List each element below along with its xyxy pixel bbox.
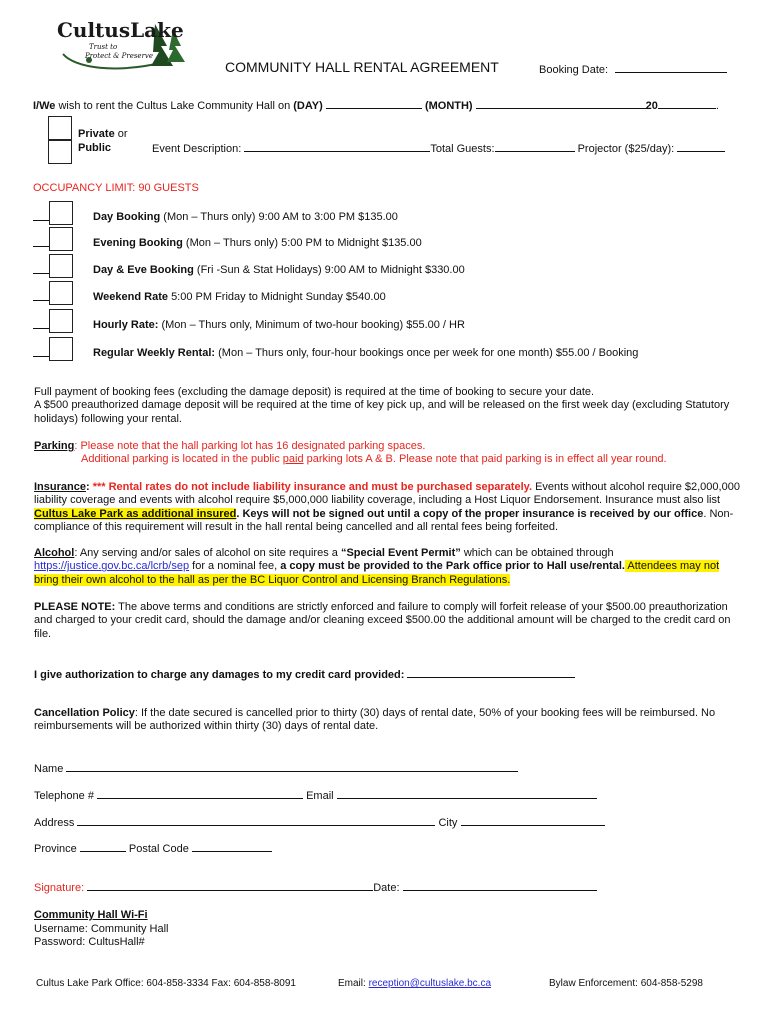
address-label: Address bbox=[34, 817, 75, 829]
name-label: Name bbox=[34, 763, 64, 775]
insurance-sep: : bbox=[85, 481, 90, 493]
event-description-field[interactable] bbox=[244, 142, 430, 152]
footer-email-link[interactable]: reception@cultuslake.bc.ca bbox=[368, 978, 492, 989]
wifi-password: Password: CultusHall# bbox=[34, 936, 145, 948]
rate-name: Hourly Rate: bbox=[93, 319, 159, 331]
event-row bbox=[152, 142, 725, 155]
cancellation-label: Cancellation Policy bbox=[34, 707, 135, 719]
insurance-text-1: Events without alcohol require $2,000,000 liability coverage and events with alcohol require $5,000,000 liability coverage, including a Host Liquor Endorsement. Insurance must also list bbox=[34, 481, 740, 507]
wifi-title: Community Hall Wi-Fi bbox=[34, 909, 148, 921]
parking-text-1: : Please note that the hall parking lot has 16 designated parking spaces. bbox=[74, 440, 426, 452]
alcohol-text-1: : Any serving and/or sales of alcohol on site requires a bbox=[74, 547, 341, 559]
insurance-text-2: . Non-compliance of this requirement will result in the hall rental being cancelled and all rental fees being forfeited. bbox=[34, 507, 734, 534]
footer-email bbox=[338, 978, 491, 989]
telephone-field[interactable] bbox=[97, 789, 303, 799]
projector-field[interactable] bbox=[677, 142, 725, 152]
telephone-email-row bbox=[34, 789, 597, 802]
total-guests-label: Total Guests: bbox=[430, 143, 495, 155]
alcohol-highlight: Attendees may not bring their own alcohol to the hall as per the BC Liquor Control and Licensing Branch Regulations. bbox=[34, 560, 720, 586]
logo-tagline-1: Trust to bbox=[89, 43, 118, 51]
public-label: Public bbox=[78, 142, 112, 154]
private-checkbox[interactable] bbox=[48, 116, 72, 140]
insurance-bold: . Keys will not be signed out until a copy of the proper insurance is received by our office bbox=[236, 507, 704, 520]
alcohol-permit: “Special Event Permit” bbox=[340, 547, 461, 559]
email-label: Email bbox=[306, 790, 334, 802]
insurance-warning: *** Rental rates do not include liability insurance and must be purchased separately. bbox=[89, 481, 533, 493]
rate-row[interactable] bbox=[33, 309, 753, 333]
rate-row[interactable] bbox=[33, 337, 753, 361]
signature-row bbox=[34, 881, 597, 894]
rate-row[interactable] bbox=[33, 201, 753, 225]
parking-text-2b: parking lots A & B. Please note that paid parking is in effect all year round. bbox=[303, 453, 667, 466]
rent-line-end: . bbox=[715, 100, 719, 112]
private-label: Private bbox=[78, 128, 115, 140]
logo-tagline-2: Protect & Preserve bbox=[85, 52, 154, 60]
payment-line-1: Full payment of booking fees (excluding the damage deposit) is required at the time of booking to secure your date. bbox=[34, 386, 595, 398]
rent-text: wish to rent the Cultus Lake Community Hall on bbox=[58, 100, 291, 112]
total-guests-field[interactable] bbox=[495, 142, 575, 152]
parking-label: Parking bbox=[34, 440, 75, 452]
signature-label: Signature: bbox=[34, 882, 85, 894]
telephone-label: Telephone # bbox=[34, 790, 94, 802]
rate-detail: (Mon – Thurs only) 9:00 AM to 3:00 PM $135.00 bbox=[163, 211, 398, 223]
rent-line bbox=[33, 99, 719, 112]
city-field[interactable] bbox=[461, 816, 605, 826]
rate-checkbox[interactable] bbox=[49, 309, 73, 333]
address-field[interactable] bbox=[77, 816, 435, 826]
please-note-text: The above terms and conditions are strictly enforced and failure to comply will forfeit release of your $500.00 preauthorization and charged to your credit card, should the damage and/or cleaning exceed $500.00 the additional amount will be charged to the credit card on file. bbox=[34, 601, 731, 640]
name-row bbox=[34, 762, 518, 775]
year-field[interactable] bbox=[658, 99, 716, 109]
city-label: City bbox=[438, 817, 458, 829]
please-note-label: PLEASE NOTE: bbox=[34, 601, 116, 613]
page-title: COMMUNITY HALL RENTAL AGREEMENT bbox=[225, 59, 499, 75]
booking-date-field[interactable] bbox=[539, 63, 727, 76]
rate-name: Evening Booking bbox=[93, 237, 183, 249]
rate-row[interactable] bbox=[33, 254, 753, 278]
rate-checkbox[interactable] bbox=[49, 254, 73, 278]
parking-text-2a: Additional parking is located in the public bbox=[81, 453, 283, 466]
insurance-label: Insurance bbox=[34, 481, 86, 493]
rate-detail: (Fri -Sun & Stat Holidays) 9:00 AM to Midnight $330.00 bbox=[196, 264, 465, 276]
booking-date-line[interactable] bbox=[615, 63, 727, 73]
rate-checkbox[interactable] bbox=[49, 337, 73, 361]
alcohol-bold: a copy must be provided to the Park office prior to Hall use/rental. bbox=[280, 560, 625, 573]
authorization-row bbox=[34, 668, 575, 681]
signature-field[interactable] bbox=[87, 881, 373, 891]
public-checkbox[interactable] bbox=[48, 140, 72, 164]
rate-detail: (Mon – Thurs only, Minimum of two-hour booking) $55.00 / HR bbox=[161, 319, 465, 331]
rate-name: Weekend Rate bbox=[93, 291, 168, 303]
signature-date-field[interactable] bbox=[403, 881, 597, 891]
iwe-label: I/We bbox=[33, 100, 56, 112]
rate-checkbox[interactable] bbox=[49, 201, 73, 225]
rate-name: Day & Eve Booking bbox=[93, 264, 194, 276]
or-label: or bbox=[117, 128, 128, 140]
month-field[interactable] bbox=[476, 99, 646, 109]
insurance-highlight: Cultus Lake Park as additional insured bbox=[34, 507, 237, 520]
year-label: 20 bbox=[645, 100, 658, 112]
cancellation-section bbox=[34, 707, 746, 734]
month-label: (MONTH) bbox=[424, 100, 473, 112]
footer-office: Cultus Lake Park Office: 604-858-3334 Fax: 604-858-8091 bbox=[36, 978, 296, 989]
booking-date-label: Booking Date: bbox=[539, 64, 609, 76]
footer-email-label: Email: bbox=[338, 978, 366, 989]
rate-checkbox[interactable] bbox=[49, 227, 73, 251]
signature-date-label: Date: bbox=[373, 882, 400, 894]
rate-row[interactable] bbox=[33, 281, 753, 305]
day-label: (DAY) bbox=[293, 100, 323, 112]
parking-paid: paid bbox=[282, 453, 304, 466]
alcohol-label: Alcohol bbox=[34, 547, 75, 559]
payment-terms bbox=[34, 386, 746, 426]
wifi-username: Username: Community Hall bbox=[34, 922, 169, 935]
rate-row[interactable] bbox=[33, 227, 753, 251]
province-field[interactable] bbox=[80, 842, 126, 852]
rate-name: Regular Weekly Rental: bbox=[93, 347, 216, 359]
payment-line-2: A $500 preauthorized damage deposit will be required at the time of key pick up, and will be released on the first week day (excluding Statutory holidays) following your rental. bbox=[34, 399, 730, 425]
cancellation-text: : If the date secured is cancelled prior to thirty (30) days of rental date, 50% of your booking fees will be reimbursed. No reimbursements will be authorized within thirty (30) days of rental date. bbox=[34, 707, 716, 733]
rate-checkbox[interactable] bbox=[49, 281, 73, 305]
logo bbox=[55, 16, 195, 76]
rate-name: Day Booking bbox=[93, 211, 161, 223]
alcohol-section bbox=[34, 547, 746, 587]
postal-code-label: Postal Code bbox=[128, 843, 189, 855]
postal-code-field[interactable] bbox=[192, 842, 272, 852]
event-description-label: Event Description: bbox=[152, 143, 242, 155]
please-note-section bbox=[34, 601, 746, 641]
name-field[interactable] bbox=[66, 762, 518, 772]
insurance-text bbox=[34, 481, 746, 535]
occupancy-limit: OCCUPANCY LIMIT: 90 GUESTS bbox=[33, 182, 199, 194]
alcohol-link[interactable]: https://justice.gov.bc.ca/lcrb/sep bbox=[34, 560, 190, 573]
province-postal-row bbox=[34, 842, 272, 855]
alcohol-text-2: which can be obtained through bbox=[460, 547, 614, 559]
projector-label: Projector ($25/day): bbox=[577, 143, 675, 155]
logo-wordmark: CultusLake bbox=[57, 18, 184, 42]
wifi-section bbox=[34, 909, 168, 950]
rate-detail: (Mon – Thurs only) 5:00 PM to Midnight $135.00 bbox=[185, 237, 422, 249]
address-city-row bbox=[34, 816, 605, 829]
rate-detail: 5:00 PM Friday to Midnight Sunday $540.00 bbox=[171, 291, 386, 303]
insurance-section bbox=[34, 453, 746, 466]
province-label: Province bbox=[34, 843, 77, 855]
alcohol-text-3: for a nominal fee, bbox=[189, 560, 281, 573]
footer-bylaw: Bylaw Enforcement: 604-858-5298 bbox=[549, 978, 703, 989]
day-field[interactable] bbox=[326, 99, 422, 109]
email-field[interactable] bbox=[337, 789, 597, 799]
rate-detail: (Mon – Thurs only, four-hour bookings once per week for one month) $55.00 / Booking bbox=[218, 347, 639, 359]
authorization-text: I give authorization to charge any damages to my credit card provided: bbox=[34, 669, 405, 681]
credit-card-field[interactable] bbox=[407, 668, 575, 678]
